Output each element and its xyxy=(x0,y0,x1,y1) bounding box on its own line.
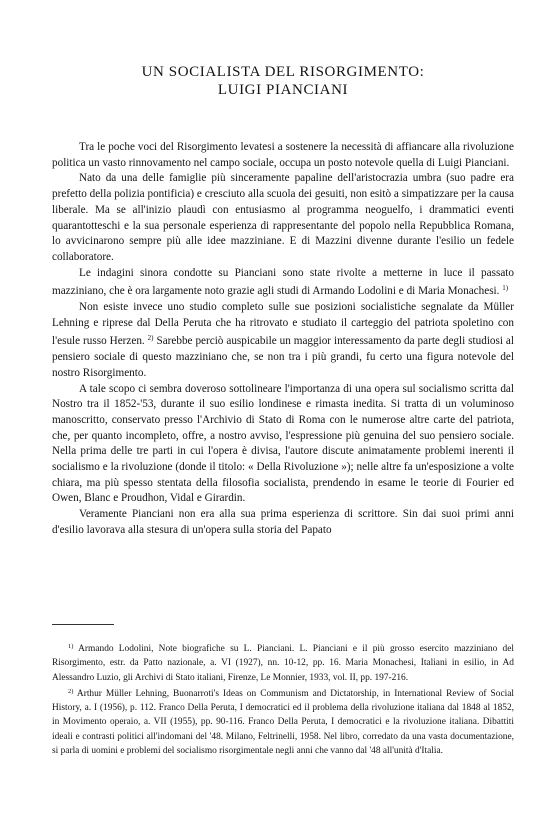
title-line-1: UN SOCIALISTA DEL RISORGIMENTO: xyxy=(141,64,425,80)
footnote-marker: 1) xyxy=(68,643,74,650)
article-body xyxy=(52,140,514,539)
paragraph: Veramente Pianciani non era alla sua prima esperienza di scrittore. Sin dai suoi primi anni d'esilio lavorava alla stesura di un'opera sulla storia del Papato xyxy=(52,508,514,536)
article xyxy=(52,0,514,539)
paragraph: Nato da una delle famiglie più sinceramente papaline dell'aristocrazia umbra (suo padre era prefetto della polizia pontificia) e cresciuto alla scuola dei gesuiti, non esitò a simpatizzare per la causa liberale. Ma se all'inizio plaudì con entusiasmo al programma neoguelfo, i drammatici eventi quarantotteschi e la sua personale esperienza di rappresentante del popolo nella Repubblica Romana, lo avvicinarono sempre più alle idee mazziniane. E di Mazzini divenne durante l'esilio un fedele collaboratore. xyxy=(52,172,514,263)
footnote-divider xyxy=(52,624,114,625)
title-line-2: LUIGI PIANCIANI xyxy=(217,82,349,98)
paragraph-text: Non esiste invece uno studio completo sulle sue posizioni socialistiche segnalate da Müller Lehning e riprese dal Della Peruta che ha ritrovato e studiato il carteggio del patriota spoletino con l'esule russo Herzen. xyxy=(52,301,514,348)
footnote-marker: 2) xyxy=(68,687,74,695)
paragraph-text: Sarebbe perciò auspicabile un maggior interessamento da parte degli studiosi al pensiero sociale di questo mazziniano che, se non tra i più grandi, fu certo una figura notevole del nostro Risorgimento. xyxy=(52,335,514,379)
paragraph xyxy=(52,266,514,300)
paragraph-text: Le indagini sinora condotte su Pianciani sono state rivolte a metterne in luce il passato mazziniano, che è ora largamente noto grazie agli studi di Armando Lodolini e di Maria Monachesi. xyxy=(52,266,514,298)
footnote-text: Arthur Müller Lehning, Buonarroti's Ideas on Communism and Dictatorship, in International Review of Social History, a. I (1956), p. 112. Franco Della Peruta, I democratici ed il problema della rivoluzione italiana dal 1848 al 1852, in Movimento operaio, a. VII (1955), pp. 90-116. Franco Della Peruta, I democratici e la rivoluzione italiana. Dibattiti ideali e contrasti politici all'indomani del '48. Milano, Feltrinelli, 1958. Nel libro, corredato da una vasta documentazione, si parla di uomini e problemi del socialismo risorgimentale negli anni che vanno dal '48 all'unità d'Italia. xyxy=(52,688,514,757)
footnote xyxy=(52,685,514,758)
footnote-text: Armando Lodolini, Note biografiche su L. Pianciani. L. Pianciani e il più grosso esercito mazziniano del Risorgimento, estr. da Patto nazionale, a. VI (1927), nn. 10-12, pp. 16. Maria Monachesi, Italiani in esilio, in Ad Alessandro Luzio, gli Archivi di Stato italiani, Firenze, Le Monnier, 1933, vol. II, pp. 197-216. xyxy=(52,644,514,683)
paragraph xyxy=(52,300,514,382)
article-title xyxy=(52,63,514,99)
footnote xyxy=(52,640,514,685)
paragraph: Tra le poche voci del Risorgimento levatesi a sostenere la necessità di affiancare alla rivoluzione politica un vasto rinnovamento nel campo sociale, occupa un posto notevole quella di Luigi Pianciani. xyxy=(52,141,514,169)
paragraph: A tale scopo ci sembra doveroso sottolineare l'importanza di una opera sul socialismo scritta dal Nostro tra il 1852-'53, durante il suo esilio londinese e rimasta inedita. Si tratta di un voluminoso manoscritto, conservato presso l'Archivio di Stato di Roma con le numerose altre carte del patriota, che, per quanto incompleto, offre, a nostro avviso, l'espressione più genuina del suo pensiero sociale. Nella prima delle tre parti in cui l'opera è divisa, l'autore discute animatamente problemi inerenti il socialismo e la rivoluzione (donde il titolo: « Della Rivoluzione »); nelle altre fa un'esposizione a volte chiara, ma più spesso stentata della filosofia socialista, prendendo in esame le teorie di Fourier ed Owen, Blanc e Proudhon, Vidal e Girardin. xyxy=(52,382,514,505)
footnote-ref: 1) xyxy=(502,284,509,293)
footnotes xyxy=(52,640,514,758)
footnote-ref: 2) xyxy=(147,334,154,343)
